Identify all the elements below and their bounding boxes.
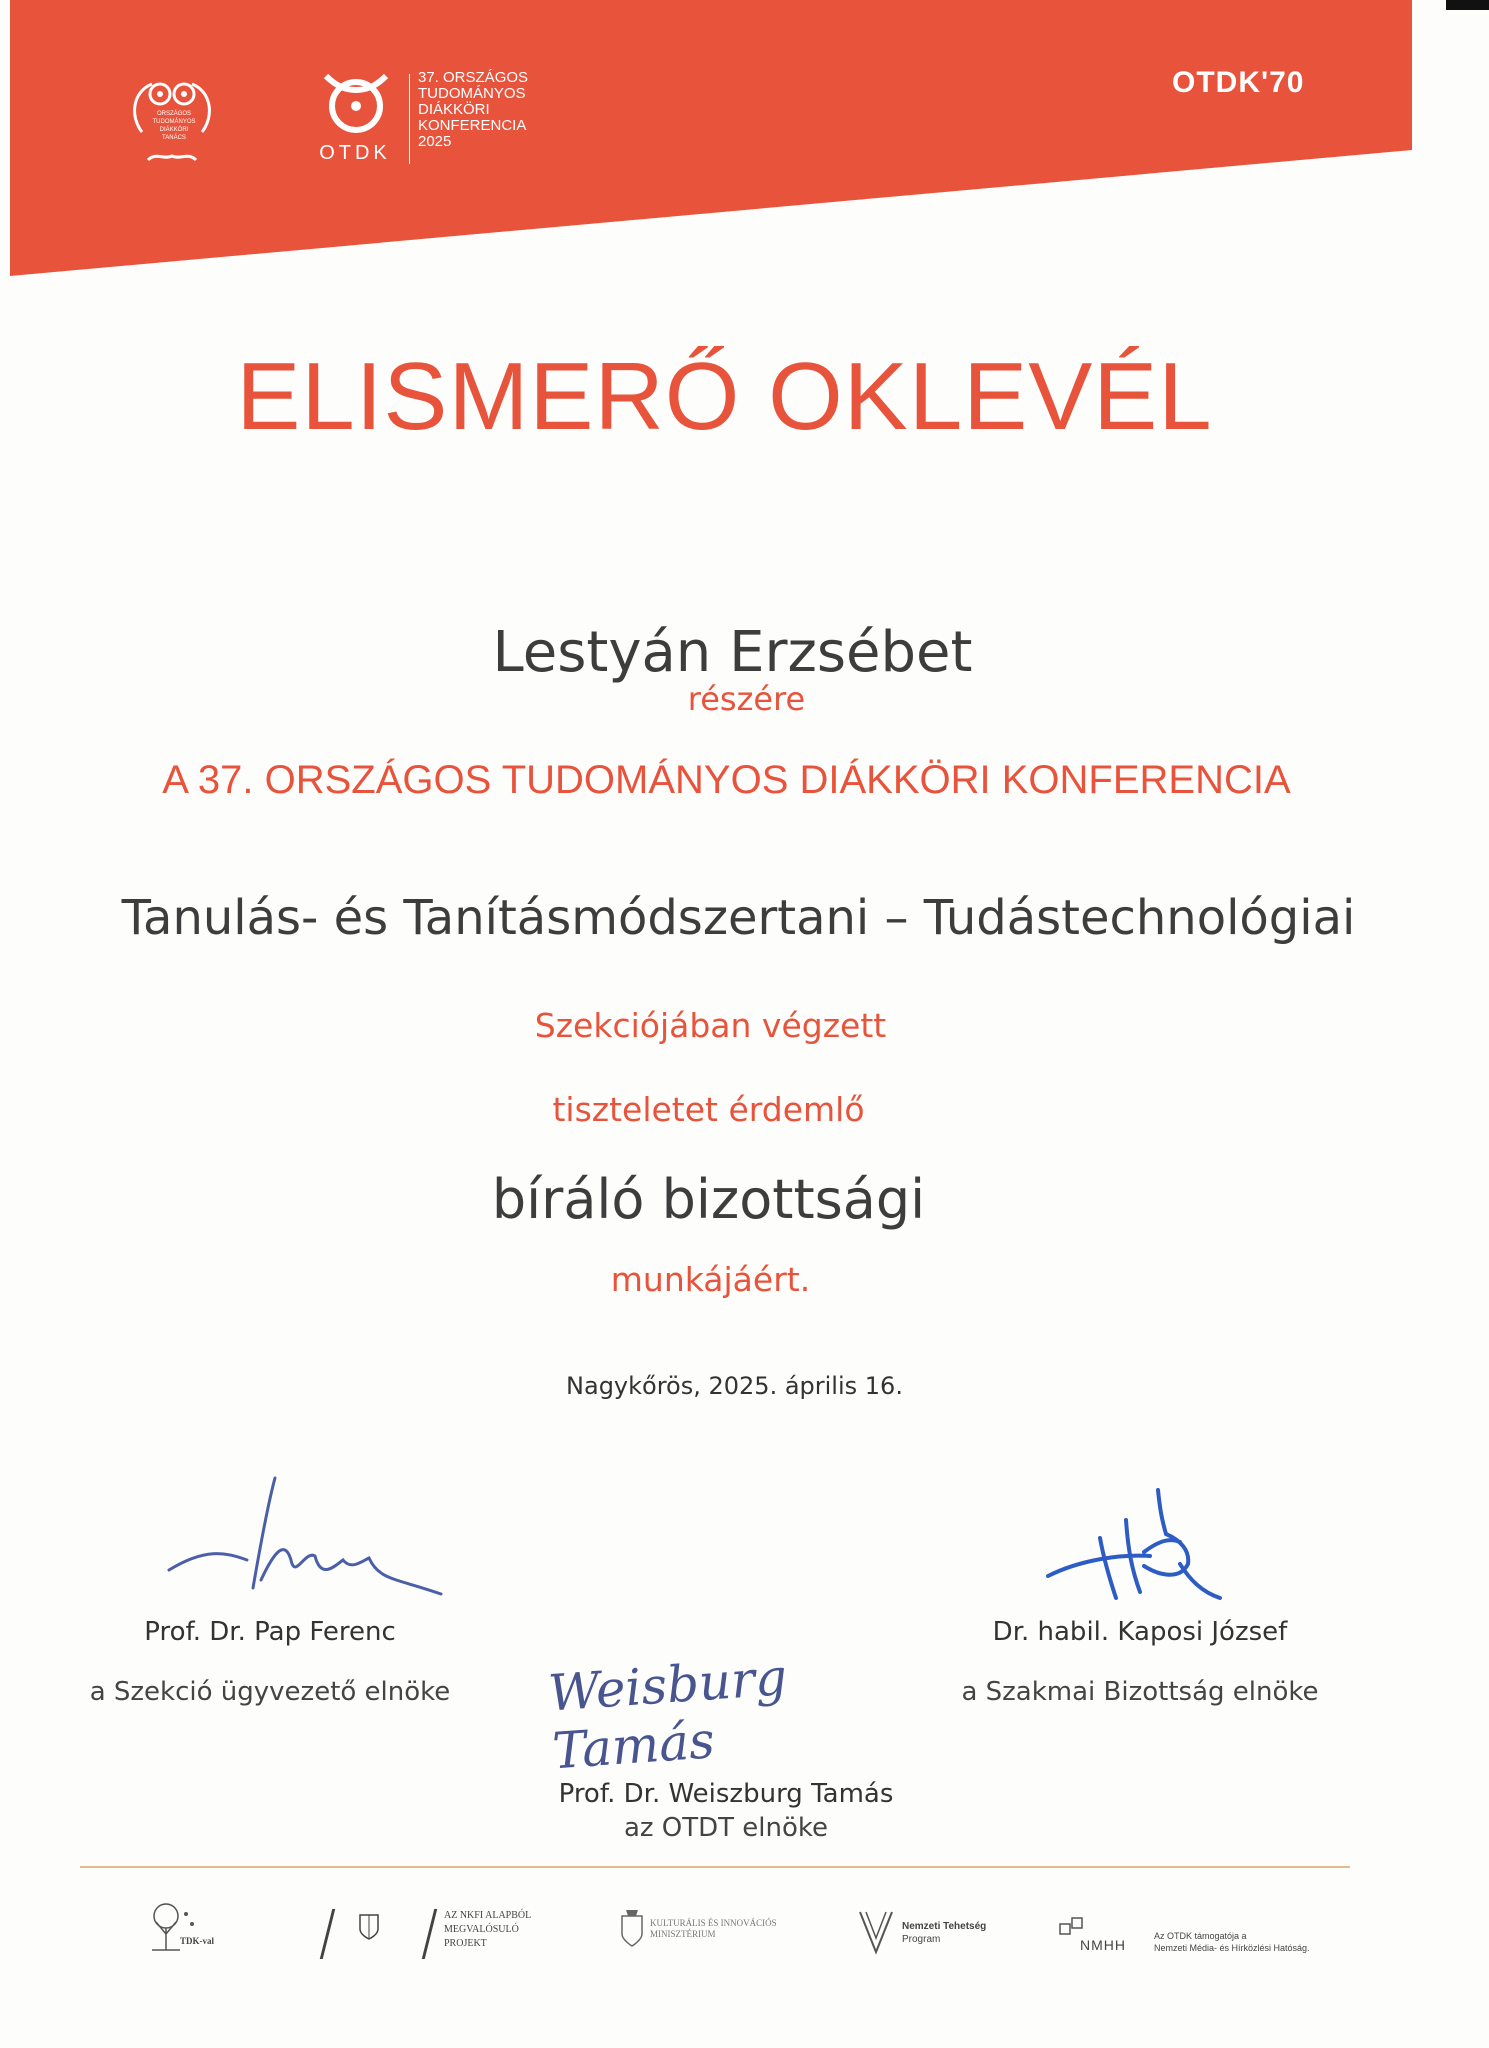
signatory-center-role: az OTDT elnöke	[623, 1813, 829, 1843]
merit-line: tiszteletet érdemlő	[552, 1090, 865, 1129]
otdk-logo-label: OTDK	[319, 142, 391, 164]
signature-center	[546, 1640, 914, 1781]
section-name: Tanulás- és Tanításmódszertani – Tudástechnológiai	[121, 890, 1356, 946]
otdk-70-logo: OTDK'70	[1172, 66, 1305, 99]
nkfi-logo	[320, 1905, 540, 1965]
otdk-emblem-icon	[316, 68, 396, 138]
work-line: munkájáért.	[610, 1260, 811, 1299]
nkfi-slash	[422, 1909, 437, 1959]
tdk-logo-text: TDK-val	[180, 1936, 215, 1946]
tdk-logo	[140, 1898, 220, 1958]
conference-line: TUDOMÁNYOS	[418, 85, 526, 102]
ministry-text	[650, 1918, 777, 1940]
role-line: bíráló bizottsági	[491, 1168, 926, 1231]
for-word: részére	[687, 680, 806, 718]
recipient-name: Lestyán Erzsébet	[492, 620, 973, 685]
tree-icon	[140, 1898, 220, 1958]
nkfi-text	[444, 1909, 531, 1951]
signatory-right-name: Dr. habil. Kaposi József	[992, 1617, 1288, 1647]
council-logo-line: TANÁCS	[162, 135, 186, 141]
talent-program-logo	[856, 1906, 1016, 1962]
conference-line: 2025	[418, 133, 452, 150]
signature-left	[165, 1470, 445, 1610]
certificate-title: ELISMERŐ OKLEVÉL	[236, 343, 1213, 450]
council-logo-line: ORSZÁGOS	[156, 111, 191, 117]
header-banner	[0, 0, 1489, 280]
footer-divider	[80, 1866, 1350, 1868]
council-logo-line: TUDOMÁNYOS	[152, 119, 196, 125]
logo-divider	[409, 74, 410, 164]
issue-date: Nagykőrös, 2025. április 16.	[566, 1372, 903, 1400]
section-line: Szekciójában végzett	[534, 1006, 887, 1045]
talent-text-line: Program	[902, 1934, 941, 1945]
ministry-text-line: MINISZTÉRIUM	[650, 1929, 716, 1939]
nkfi-slash	[320, 1909, 335, 1959]
otdk-logo	[310, 68, 400, 168]
nmhh-text-line: Nemzeti Média- és Hírközlési Hatóság.	[1154, 1943, 1310, 1953]
conference-line: 37. ORSZÁGOS	[418, 69, 529, 86]
coat-of-arms-icon	[358, 1911, 380, 1941]
signature-center-text: Weisburg Tamás	[546, 1648, 789, 1781]
ministry-logo	[620, 1908, 800, 1958]
signatory-center-name: Prof. Dr. Weiszburg Tamás	[558, 1779, 894, 1809]
nkfi-text-line: PROJEKT	[444, 1938, 487, 1949]
talent-icon	[856, 1906, 896, 1956]
coat-of-arms-icon	[620, 1908, 644, 1948]
nmhh-logo	[1058, 1916, 1358, 1966]
ministry-text-line: KULTURÁLIS ÉS INNOVÁCIÓS	[650, 1918, 777, 1928]
nmhh-logo-text: NMHH	[1080, 1937, 1126, 1953]
council-logo-line: DIÁKKÖRI	[159, 127, 189, 133]
signature-right	[1040, 1480, 1230, 1610]
nmhh-text-line: Az OTDK támogatója a	[1154, 1931, 1247, 1941]
conference-line: KONFERENCIA	[418, 117, 527, 134]
signatory-right-role: a Szakmai Bizottság elnöke	[961, 1677, 1319, 1707]
nmhh-text	[1154, 1930, 1310, 1954]
talent-text-line: Nemzeti Tehetség	[902, 1921, 987, 1932]
talent-text	[902, 1920, 986, 1946]
conference-name: A 37. ORSZÁGOS TUDOMÁNYOS DIÁKKÖRI KONFERENCIA	[162, 758, 1291, 802]
signatory-left-role: a Szekció ügyvezető elnöke	[89, 1677, 451, 1707]
signatory-left-name: Prof. Dr. Pap Ferenc	[144, 1617, 396, 1647]
nkfi-text-line: MEGVALÓSULÓ	[444, 1924, 519, 1935]
conference-lines	[418, 70, 528, 150]
council-owl-logo	[122, 72, 222, 172]
conference-line: DIÁKKÖRI	[418, 101, 490, 118]
nkfi-text-line: AZ NKFI ALAPBÓL	[444, 1910, 532, 1921]
